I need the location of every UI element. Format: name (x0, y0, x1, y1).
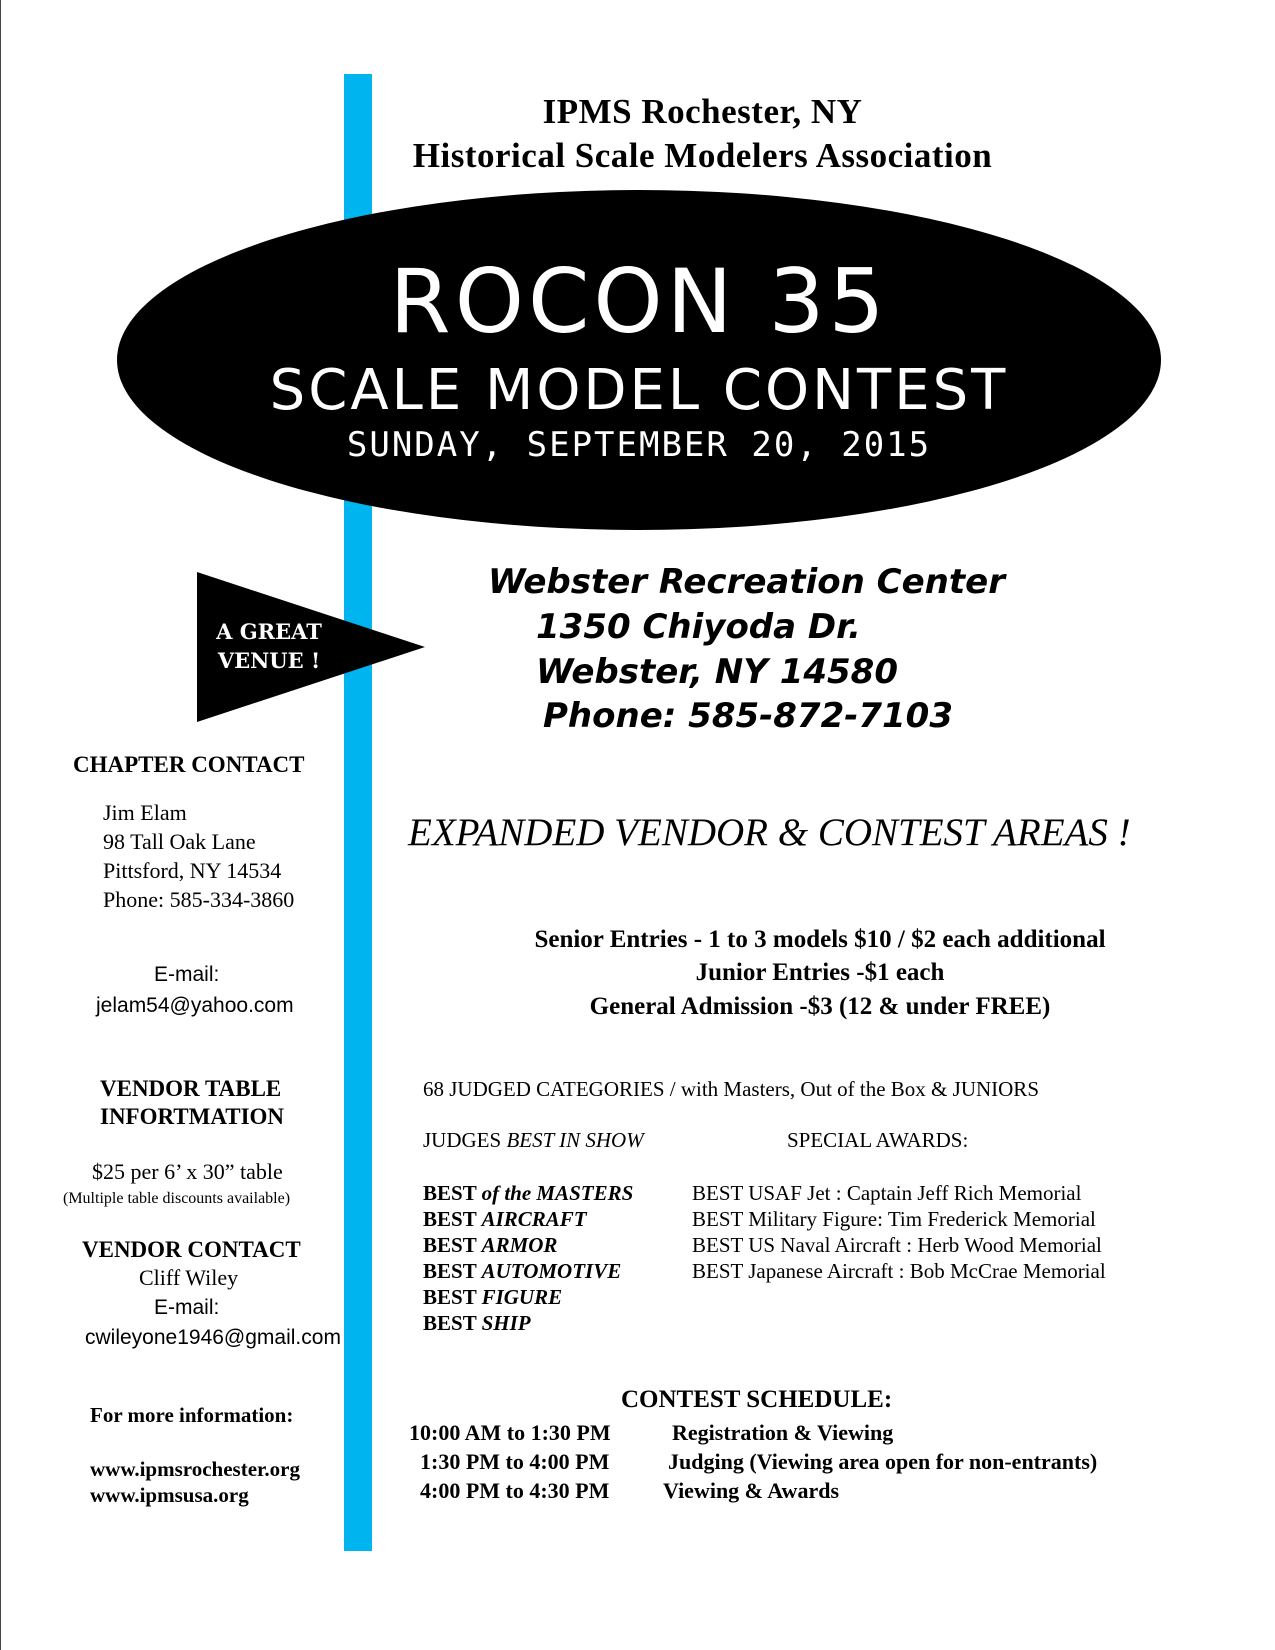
best-category: FIGURE (481, 1285, 563, 1309)
special-award-japanese-aircraft: BEST Japanese Aircraft : Bob McCrae Memorial (692, 1259, 1106, 1283)
best-category: ARMOR (481, 1233, 558, 1257)
org-name-line1: IPMS Rochester, NY (542, 92, 863, 131)
best-prefix: BEST (423, 1285, 482, 1309)
chapter-email-label: E-mail: (154, 963, 220, 986)
contest-date: SUNDAY, SEPTEMBER 20, 2015 (346, 425, 932, 465)
schedule-time-3: 4:00 PM to 4:30 PM (420, 1478, 610, 1503)
best-prefix: BEST (423, 1207, 482, 1231)
best-prefix: BEST (423, 1259, 482, 1283)
schedule-event-3: Viewing & Awards (663, 1478, 839, 1503)
venue-phone: Phone: 585-872-7103 (543, 696, 953, 736)
fee-general: General Admission -$3 (12 & under FREE) (589, 993, 1051, 1020)
more-info-label: For more information: (90, 1403, 294, 1427)
venue-city: Webster, NY 14580 (536, 652, 898, 692)
fee-junior: Junior Entries -$1 each (695, 959, 945, 986)
best-category: AIRCRAFT (481, 1207, 587, 1231)
schedule-event-1: Registration & Viewing (672, 1420, 894, 1445)
org-name-line2: Historical Scale Modelers Association (412, 136, 993, 175)
vendor-contact-heading: VENDOR CONTACT (82, 1237, 301, 1262)
judged-categories: 68 JUDGED CATEGORIES / with Masters, Out of the Box & JUNIORS (423, 1077, 1039, 1101)
chapter-email-link[interactable]: jelam54@yahoo.com (96, 994, 294, 1017)
judges-label-prefix: JUDGES (423, 1128, 507, 1152)
special-awards-label: SPECIAL AWARDS: (787, 1128, 969, 1152)
vendor-table-heading-line1: VENDOR TABLE (100, 1076, 282, 1101)
chapter-contact-city: Pittsford, NY 14534 (103, 858, 282, 883)
more-info-link-ipmsusa[interactable]: www.ipmsusa.org (90, 1483, 249, 1507)
best-category: SHIP (481, 1311, 531, 1335)
chapter-contact-heading: CHAPTER CONTACT (73, 752, 305, 777)
best-automotive (423, 1259, 621, 1284)
judges-label-italic: BEST IN SHOW (506, 1128, 644, 1152)
chapter-contact-street: 98 Tall Oak Lane (103, 829, 256, 854)
special-award-usaf-jet: BEST USAF Jet : Captain Jeff Rich Memorial (692, 1181, 1082, 1205)
schedule-time-1: 10:00 AM to 1:30 PM (409, 1420, 611, 1445)
best-category: AUTOMOTIVE (481, 1259, 622, 1283)
vendor-table-price: $25 per 6’ x 30” table (92, 1159, 283, 1184)
best-aircraft (423, 1207, 587, 1232)
vendor-contact-name: Cliff Wiley (139, 1265, 239, 1290)
best-category: of the MASTERS (481, 1181, 634, 1205)
best-ship (423, 1311, 531, 1336)
vendor-table-heading-line2: INFORTMATION (100, 1104, 285, 1129)
best-armor (423, 1233, 557, 1258)
chapter-contact-name: Jim Elam (103, 800, 187, 825)
vendor-email-label: E-mail: (154, 1296, 220, 1319)
best-prefix: BEST (423, 1233, 482, 1257)
special-award-naval-aircraft: BEST US Naval Aircraft : Herb Wood Memorial (692, 1233, 1102, 1257)
pennant-text (204, 617, 334, 675)
best-prefix: BEST (423, 1181, 482, 1205)
page-border (0, 0, 1, 1650)
best-prefix: BEST (423, 1311, 482, 1335)
venue-street: 1350 Chiyoda Dr. (536, 607, 861, 647)
chapter-contact-phone: Phone: 585-334-3860 (103, 887, 295, 912)
venue-name: Webster Recreation Center (488, 562, 1005, 602)
contest-subtitle: SCALE MODEL CONTEST (269, 358, 1009, 423)
pennant-line2: VENUE ! (217, 648, 321, 673)
best-figure (423, 1285, 562, 1310)
vendor-table-note: (Multiple table discounts available) (63, 1190, 291, 1207)
best-masters (423, 1181, 633, 1206)
schedule-event-2: Judging (Viewing area open for non-entrants) (668, 1449, 1098, 1474)
schedule-time-2: 1:30 PM to 4:00 PM (420, 1449, 610, 1474)
expanded-areas-headline: EXPANDED VENDOR & CONTEST AREAS ! (408, 811, 1131, 854)
fee-senior: Senior Entries - 1 to 3 models $10 / $2 each additional (534, 926, 1106, 953)
contest-title: ROCON 35 (389, 250, 889, 353)
schedule-heading: CONTEST SCHEDULE: (621, 1386, 893, 1413)
pennant-line1: A GREAT (216, 619, 322, 644)
more-info-link-ipmsrochester[interactable]: www.ipmsrochester.org (90, 1457, 300, 1481)
special-award-military-figure: BEST Military Figure: Tim Frederick Memorial (692, 1207, 1096, 1231)
vendor-email-link[interactable]: cwileyone1946@gmail.com (85, 1326, 341, 1349)
judges-best-in-show-label (423, 1128, 644, 1153)
